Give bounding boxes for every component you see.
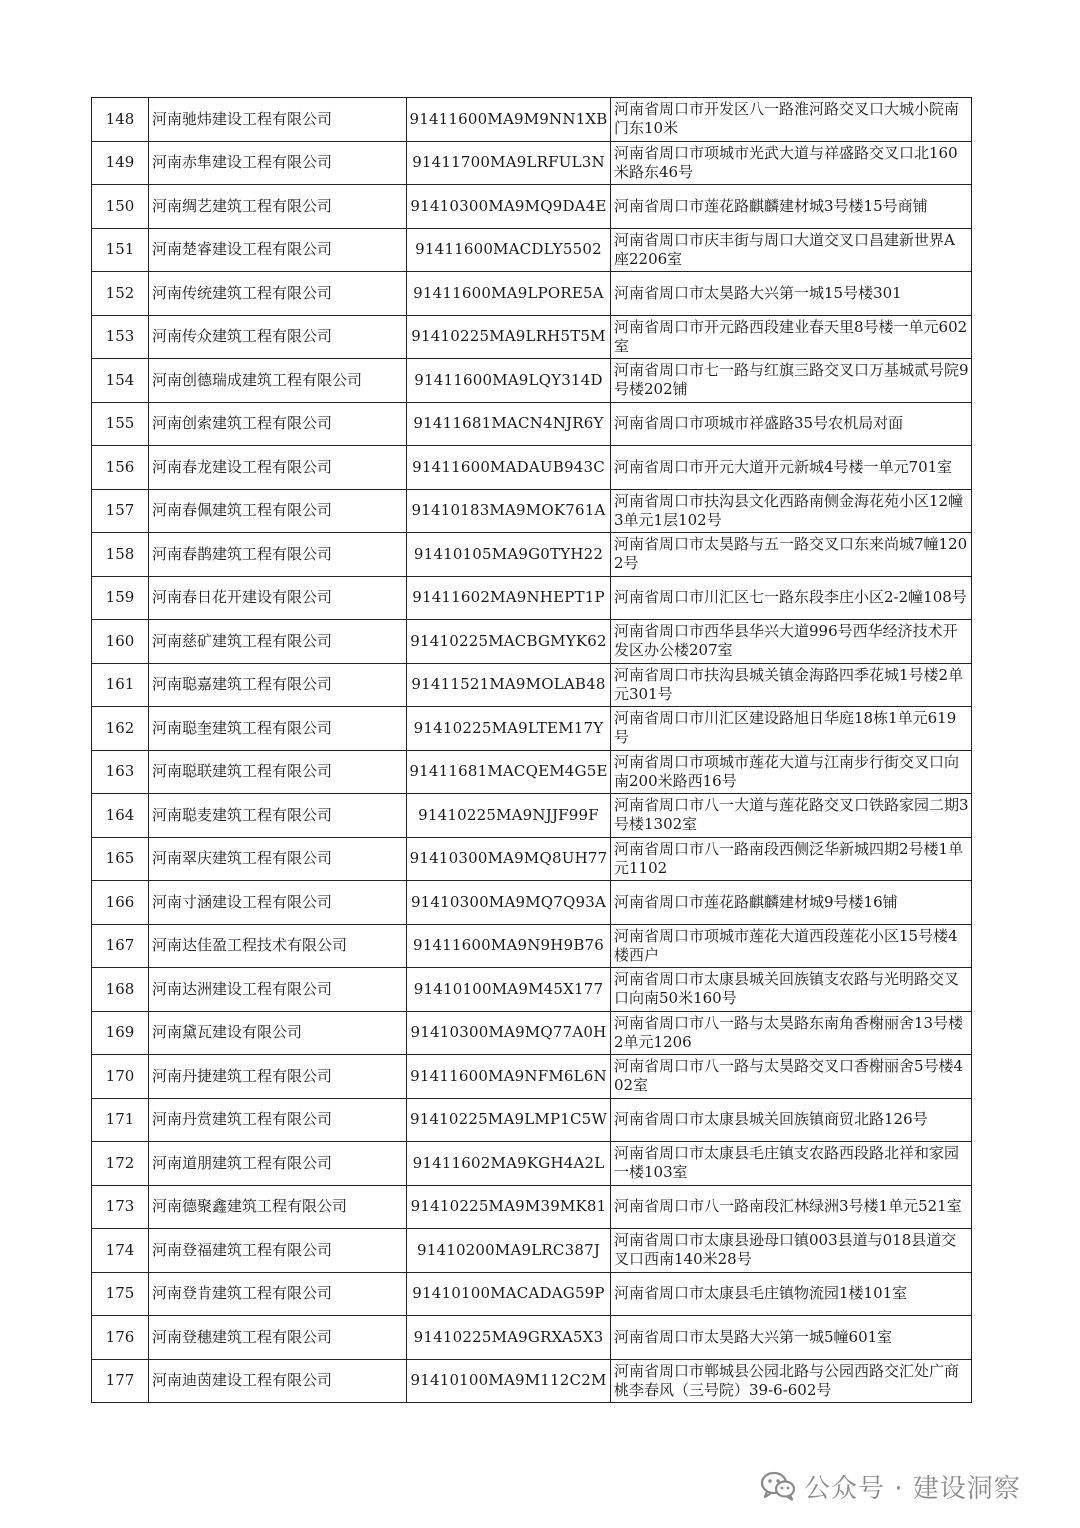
credit-code: 91410225MACBGMYK62	[407, 620, 611, 664]
company-name: 河南迪茵建设工程有限公司	[149, 1359, 407, 1403]
row-number: 166	[92, 881, 149, 925]
credit-code: 91410100MACADAG59P	[407, 1272, 611, 1316]
company-address: 河南省周口市郸城县公园北路与公园西路交汇处广商桃李春风（三号院）39-6-602号	[611, 1359, 972, 1403]
credit-code: 91411681MACQEM4G5E	[407, 750, 611, 794]
table-row	[92, 1098, 972, 1142]
company-address: 河南省周口市太康县毛庄镇支农路西段路北祥和家园一楼103室	[611, 1142, 972, 1186]
company-name: 河南春龙建设工程有限公司	[149, 446, 407, 490]
table-row	[92, 924, 972, 968]
company-name: 河南聪麦建筑工程有限公司	[149, 794, 407, 838]
company-name: 河南寸涵建设工程有限公司	[149, 881, 407, 925]
company-name: 河南德聚鑫建筑工程有限公司	[149, 1185, 407, 1229]
row-number: 163	[92, 750, 149, 794]
table-row	[92, 968, 972, 1012]
table-row	[92, 1055, 972, 1099]
row-number: 156	[92, 446, 149, 490]
row-number: 167	[92, 924, 149, 968]
table-row	[92, 1229, 972, 1273]
credit-code: 91410100MA9M112C2M	[407, 1359, 611, 1403]
table-row	[92, 576, 972, 620]
company-address: 河南省周口市太昊路大兴第一城15号楼301	[611, 272, 972, 316]
credit-code: 91410300MA9MQ8UH77	[407, 837, 611, 881]
row-number: 158	[92, 533, 149, 577]
credit-code: 91410105MA9G0TYH22	[407, 533, 611, 577]
table-row	[92, 881, 972, 925]
company-name: 河南聪嘉建筑工程有限公司	[149, 663, 407, 707]
watermark	[760, 1466, 1021, 1506]
company-address: 河南省周口市八一路南段西侧泛华新城四期2号楼1单元1102	[611, 837, 972, 881]
table-row	[92, 707, 972, 751]
row-number: 150	[92, 185, 149, 229]
credit-code: 91411681MACN4NJR6Y	[407, 402, 611, 446]
company-name: 河南登肯建筑工程有限公司	[149, 1272, 407, 1316]
credit-code: 91411600MACDLY5502	[407, 228, 611, 272]
company-name: 河南登穗建筑工程有限公司	[149, 1316, 407, 1360]
company-name: 河南慈矿建筑工程有限公司	[149, 620, 407, 664]
row-number: 157	[92, 489, 149, 533]
company-name: 河南登福建筑工程有限公司	[149, 1229, 407, 1273]
company-address: 河南省周口市太康县城关回族镇商贸北路126号	[611, 1098, 972, 1142]
row-number: 154	[92, 359, 149, 403]
table-row	[92, 837, 972, 881]
credit-code: 91411521MA9MOLAB48	[407, 663, 611, 707]
watermark-text: 公众号 · 建设洞察	[804, 1473, 1021, 1504]
table-row	[92, 272, 972, 316]
table-row	[92, 533, 972, 577]
row-number: 149	[92, 141, 149, 185]
company-address: 河南省周口市太昊路与五一路交叉口东来尚城7幢1202号	[611, 533, 972, 577]
credit-code: 91410225MA9M39MK81	[407, 1185, 611, 1229]
table-row	[92, 1011, 972, 1055]
row-number: 155	[92, 402, 149, 446]
row-number: 170	[92, 1055, 149, 1099]
company-address: 河南省周口市项城市祥盛路35号农机局对面	[611, 402, 972, 446]
company-name: 河南赤隼建设工程有限公司	[149, 141, 407, 185]
company-address: 河南省周口市开发区八一路淮河路交叉口大城小院南门东10米	[611, 98, 972, 142]
company-address: 河南省周口市开元大道开元新城4号楼一单元701室	[611, 446, 972, 490]
company-name: 河南黛瓦建设有限公司	[149, 1011, 407, 1055]
table-row	[92, 1272, 972, 1316]
company-registry-table	[91, 97, 972, 1403]
company-address: 河南省周口市莲花路麒麟建材城3号楼15号商铺	[611, 185, 972, 229]
company-name: 河南聪奎建筑工程有限公司	[149, 707, 407, 751]
table-row	[92, 1185, 972, 1229]
table-row	[92, 315, 972, 359]
credit-code: 91411600MA9NFM6L6N	[407, 1055, 611, 1099]
credit-code: 91411600MA9LPORE5A	[407, 272, 611, 316]
table-row	[92, 359, 972, 403]
row-number: 173	[92, 1185, 149, 1229]
row-number: 172	[92, 1142, 149, 1186]
company-name: 河南翠庆建筑工程有限公司	[149, 837, 407, 881]
company-address: 河南省周口市庆丰街与周口大道交叉口昌建新世界A座2206室	[611, 228, 972, 272]
table-row	[92, 620, 972, 664]
company-name: 河南春鹊建筑工程有限公司	[149, 533, 407, 577]
company-name: 河南丹赏建筑工程有限公司	[149, 1098, 407, 1142]
row-number: 153	[92, 315, 149, 359]
row-number: 174	[92, 1229, 149, 1273]
table-row	[92, 141, 972, 185]
row-number: 171	[92, 1098, 149, 1142]
company-address: 河南省周口市八一路南段汇林绿洲3号楼1单元521室	[611, 1185, 972, 1229]
credit-code: 91411602MA9KGH4A2L	[407, 1142, 611, 1186]
company-name: 河南春日花开建设有限公司	[149, 576, 407, 620]
credit-code: 91410300MA9MQ77A0H	[407, 1011, 611, 1055]
table-row	[92, 402, 972, 446]
company-address: 河南省周口市太康县城关回族镇支农路与光明路交叉口向南50米160号	[611, 968, 972, 1012]
company-name: 河南传众建筑工程有限公司	[149, 315, 407, 359]
credit-code: 91411700MA9LRFUL3N	[407, 141, 611, 185]
credit-code: 91410100MA9M45X177	[407, 968, 611, 1012]
wechat-icon	[760, 1471, 796, 1501]
company-address: 河南省周口市项城市莲花大道与江南步行街交叉口向南200米路西16号	[611, 750, 972, 794]
company-address: 河南省周口市开元路西段建业春天里8号楼一单元602室	[611, 315, 972, 359]
company-name: 河南道朋建筑工程有限公司	[149, 1142, 407, 1186]
company-address: 河南省周口市扶沟县文化西路南侧金海花苑小区12幢3单元1层102号	[611, 489, 972, 533]
credit-code: 91411602MA9NHEPT1P	[407, 576, 611, 620]
credit-code: 91410225MA9GRXA5X3	[407, 1316, 611, 1360]
credit-code: 91410300MA9MQ9DA4E	[407, 185, 611, 229]
company-name: 河南楚睿建设工程有限公司	[149, 228, 407, 272]
table-row	[92, 489, 972, 533]
company-address: 河南省周口市西华县华兴大道996号西华经济技术开发区办公楼207室	[611, 620, 972, 664]
credit-code: 91410225MA9LTEM17Y	[407, 707, 611, 751]
company-address: 河南省周口市川汇区建设路旭日华庭18栋1单元619号	[611, 707, 972, 751]
row-number: 148	[92, 98, 149, 142]
company-name: 河南创索建筑工程有限公司	[149, 402, 407, 446]
credit-code: 91410300MA9MQ7Q93A	[407, 881, 611, 925]
row-number: 169	[92, 1011, 149, 1055]
row-number: 168	[92, 968, 149, 1012]
table-row	[92, 1316, 972, 1360]
company-address: 河南省周口市项城市莲花大道西段莲花小区15号楼4楼西户	[611, 924, 972, 968]
company-name: 河南达洲建设工程有限公司	[149, 968, 407, 1012]
company-name: 河南达佳盈工程技术有限公司	[149, 924, 407, 968]
table-row	[92, 794, 972, 838]
company-name: 河南传统建筑工程有限公司	[149, 272, 407, 316]
company-name: 河南春佩建筑工程有限公司	[149, 489, 407, 533]
credit-code: 91410225MA9LRH5T5M	[407, 315, 611, 359]
table-row	[92, 98, 972, 142]
credit-code: 91411600MADAUB943C	[407, 446, 611, 490]
credit-code: 91410183MA9MOK761A	[407, 489, 611, 533]
company-name: 河南驰炜建设工程有限公司	[149, 98, 407, 142]
credit-code: 91411600MA9N9H9B76	[407, 924, 611, 968]
company-address: 河南省周口市八一大道与莲花路交叉口铁路家园二期3号楼1302室	[611, 794, 972, 838]
table-row	[92, 663, 972, 707]
credit-code: 91410225MA9NJJF99F	[407, 794, 611, 838]
company-address: 河南省周口市川汇区七一路东段李庄小区2-2幢108号	[611, 576, 972, 620]
row-number: 152	[92, 272, 149, 316]
row-number: 165	[92, 837, 149, 881]
company-address: 河南省周口市太康县毛庄镇物流园1楼101室	[611, 1272, 972, 1316]
company-address: 河南省周口市太昊路大兴第一城5幢601室	[611, 1316, 972, 1360]
row-number: 151	[92, 228, 149, 272]
row-number: 176	[92, 1316, 149, 1360]
credit-code: 91411600MA9M9NN1XB	[407, 98, 611, 142]
company-address: 河南省周口市八一路与太昊路交叉口香榭丽舍5号楼402室	[611, 1055, 972, 1099]
table-row	[92, 228, 972, 272]
company-address: 河南省周口市项城市光武大道与祥盛路交叉口北160米路东46号	[611, 141, 972, 185]
company-name: 河南创德瑞成建筑工程有限公司	[149, 359, 407, 403]
registry-table-body	[92, 98, 972, 1403]
company-name: 河南绸艺建筑工程有限公司	[149, 185, 407, 229]
row-number: 159	[92, 576, 149, 620]
table-row	[92, 446, 972, 490]
company-address: 河南省周口市七一路与红旗三路交叉口万基城贰号院9号楼202铺	[611, 359, 972, 403]
row-number: 161	[92, 663, 149, 707]
credit-code: 91411600MA9LQY314D	[407, 359, 611, 403]
company-address: 河南省周口市莲花路麒麟建材城9号楼16铺	[611, 881, 972, 925]
table-row	[92, 1142, 972, 1186]
company-address: 河南省周口市太康县逊母口镇003县道与018县道交叉口西南140米28号	[611, 1229, 972, 1273]
credit-code: 91410225MA9LMP1C5W	[407, 1098, 611, 1142]
row-number: 160	[92, 620, 149, 664]
row-number: 162	[92, 707, 149, 751]
row-number: 177	[92, 1359, 149, 1403]
table-row	[92, 1359, 972, 1403]
company-address: 河南省周口市八一路与太昊路东南角香榭丽舍13号楼2单元1206	[611, 1011, 972, 1055]
company-name: 河南丹捷建筑工程有限公司	[149, 1055, 407, 1099]
row-number: 175	[92, 1272, 149, 1316]
table-row	[92, 185, 972, 229]
table-row	[92, 750, 972, 794]
row-number: 164	[92, 794, 149, 838]
credit-code: 91410200MA9LRC387J	[407, 1229, 611, 1273]
company-name: 河南聪联建筑工程有限公司	[149, 750, 407, 794]
company-address: 河南省周口市扶沟县城关镇金海路四季花城1号楼2单元301号	[611, 663, 972, 707]
